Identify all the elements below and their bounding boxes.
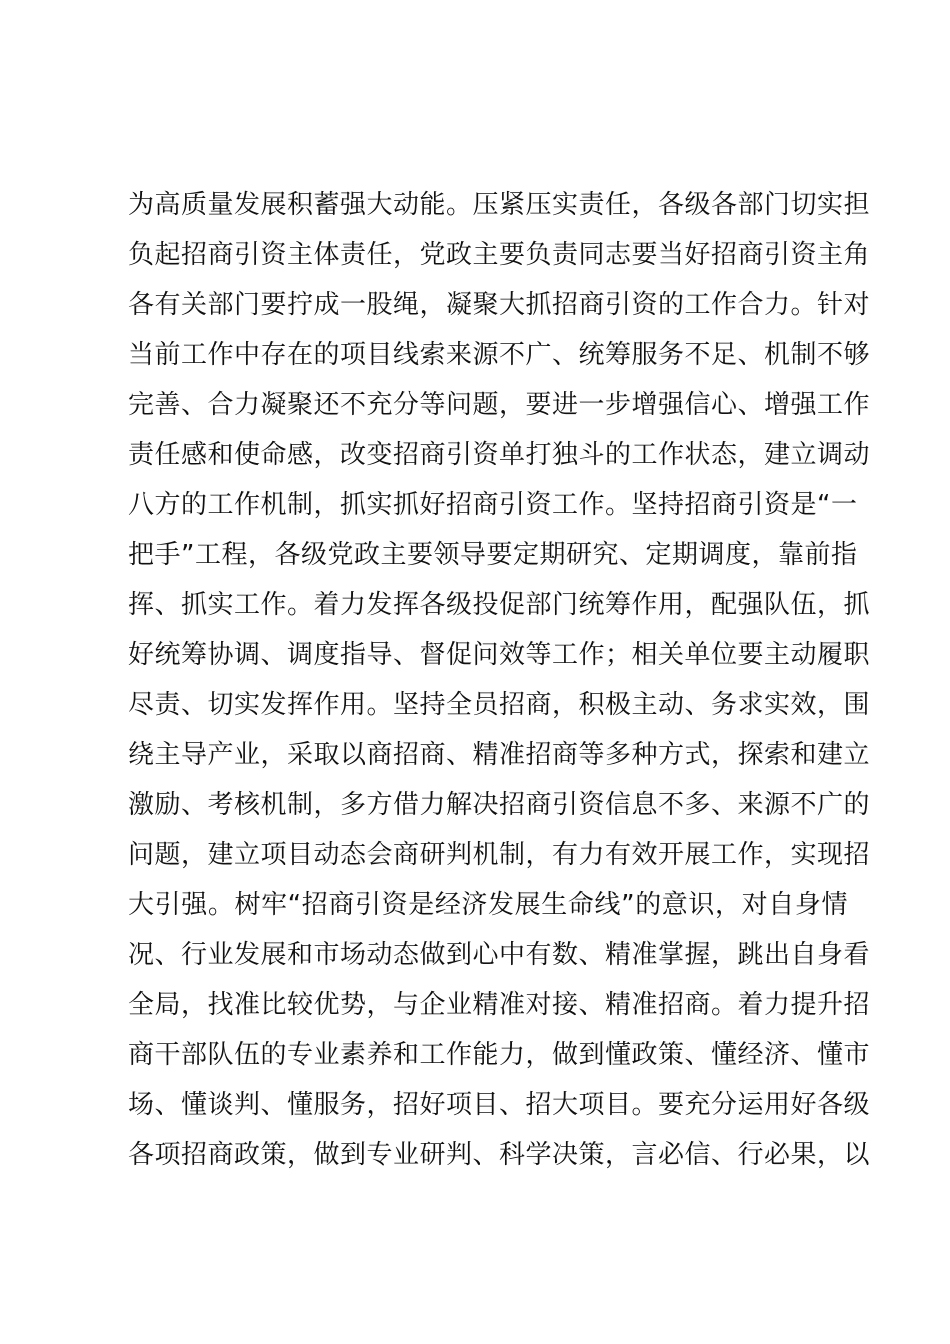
text-line: 商干部队伍的专业素养和工作能力，做到懂政策、懂经济、懂市 — [128, 1040, 871, 1070]
text-line: 激励、考核机制，多方借力解决招商引资信息不多、来源不广的 — [128, 790, 871, 820]
text-line: 挥、抓实工作。着力发挥各级投促部门统筹作用，配强队伍，抓 — [128, 590, 871, 620]
text-line: 场、懂谈判、懂服务，招好项目、招大项目。要充分运用好各级 — [128, 1090, 871, 1120]
text-line: 好统筹协调、调度指导、督促问效等工作；相关单位要主动履职 — [128, 640, 871, 670]
text-line: 负起招商引资主体责任，党政主要负责同志要当好招商引资主角 — [128, 240, 871, 270]
text-line: 绕主导产业，采取以商招商、精准招商等多种方式，探索和建立 — [128, 740, 871, 770]
text-line: 问题，建立项目动态会商研判机制，有力有效开展工作，实现招 — [128, 840, 871, 870]
text-line: 况、行业发展和市场动态做到心中有数、精准掌握，跳出自身看 — [128, 940, 871, 970]
text-line: 全局，找准比较优势，与企业精准对接、精准招商。着力提升招 — [128, 990, 871, 1020]
text-line: 把手”工程，各级党政主要领导要定期研究、定期调度，靠前指 — [128, 540, 858, 570]
text-line: 尽责、切实发挥作用。坚持全员招商，积极主动、务求实效，围 — [128, 690, 871, 720]
text-line: 八方的工作机制，抓实抓好招商引资工作。坚持招商引资是“一 — [128, 490, 858, 520]
text-line: 大引强。树牢“招商引资是经济发展生命线”的意识，对自身情 — [128, 890, 848, 920]
text-line: 为高质量发展积蓄强大动能。压紧压实责任，各级各部门切实担 — [128, 190, 871, 220]
text-line: 责任感和使命感，改变招商引资单打独斗的工作状态，建立调动 — [128, 440, 871, 470]
body-paragraph — [128, 180, 871, 1180]
text-line: 完善、合力凝聚还不充分等问题，要进一步增强信心、增强工作 — [128, 390, 871, 420]
text-line: 各有关部门要拧成一股绳，凝聚大抓招商引资的工作合力。针对 — [128, 290, 871, 320]
text-line: 当前工作中存在的项目线索来源不广、统筹服务不足、机制不够 — [128, 340, 871, 370]
text-line: 各项招商政策，做到专业研判、科学决策，言必信、行必果，以 — [128, 1140, 871, 1170]
